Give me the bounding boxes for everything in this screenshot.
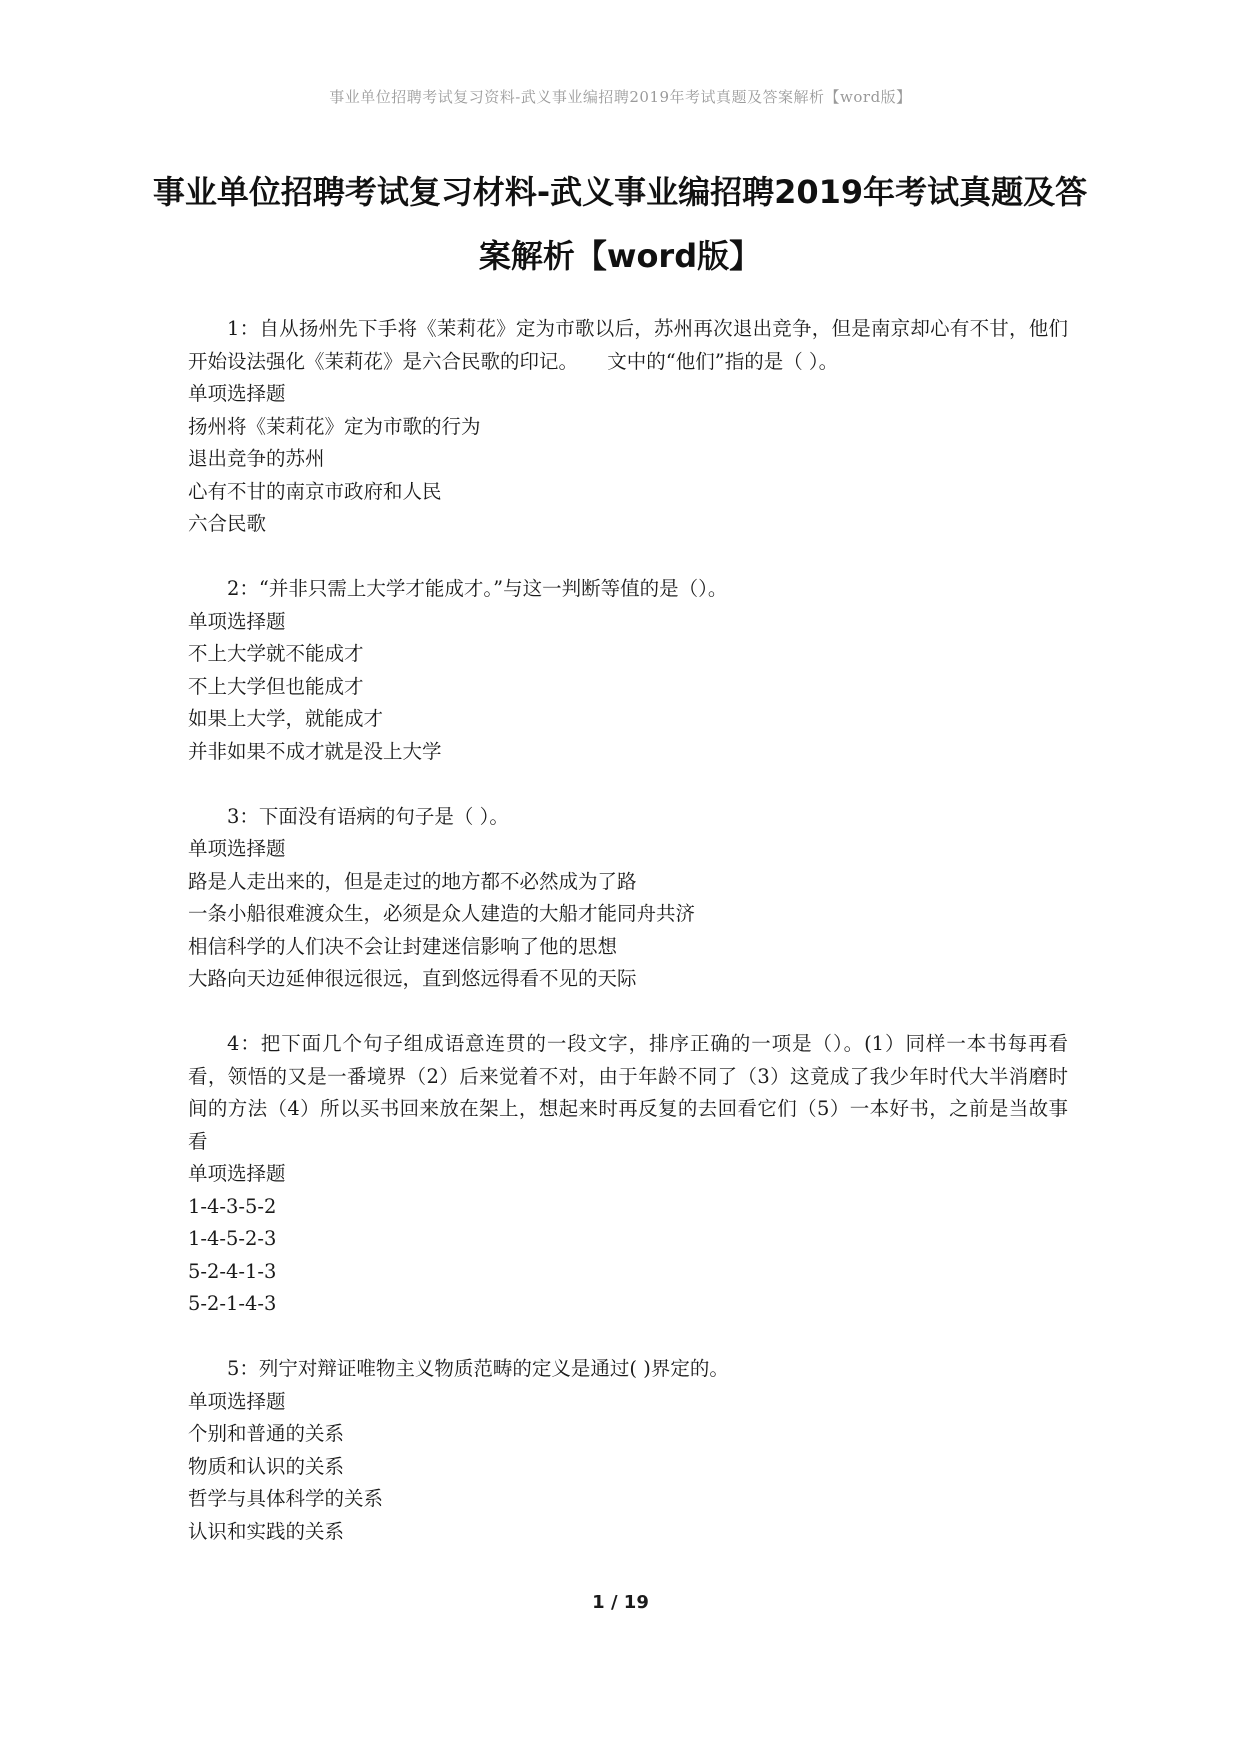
option-b: 1-4-5-2-3 xyxy=(188,1227,277,1250)
option-d: 大路向天边延伸很远很远，直到悠远得看不见的天际 xyxy=(188,967,637,990)
question-3 xyxy=(188,801,1068,996)
option-c: 哲学与具体科学的关系 xyxy=(188,1487,384,1510)
option-b: 一条小船很难渡众生，必须是众人建造的大船才能同舟共济 xyxy=(188,902,696,925)
question-type: 单项选择题 xyxy=(188,609,286,633)
option-b: 物质和认识的关系 xyxy=(188,1454,345,1478)
question-stem: 5：列宁对辩证唯物主义物质范畴的定义是通过( )界定的。 xyxy=(227,1357,729,1380)
question-type: 单项选择题 xyxy=(188,1389,286,1413)
option-b: 不上大学但也能成才 xyxy=(188,674,364,698)
question-type: 单项选择题 xyxy=(188,382,286,405)
option-c: 5-2-4-1-3 xyxy=(188,1259,277,1283)
option-b: 退出竞争的苏州 xyxy=(188,447,325,470)
question-stem: 3：下面没有语病的句子是（ ）。 xyxy=(227,804,509,828)
page-number: 1 / 19 xyxy=(592,1592,649,1613)
question-stem: 1：自从扬州先下手将《茉莉花》定为市歌以后，苏州再次退出竞争，但是南京却心有不甘，他们开始设法强化《茉莉花》是六合民歌的印记。 文中的“他们”指的是（ ）。 xyxy=(188,317,1068,373)
option-a: 扬州将《茉莉花》定为市歌的行为 xyxy=(188,414,481,438)
question-2 xyxy=(188,573,1068,768)
option-a: 1-4-3-5-2 xyxy=(188,1194,277,1218)
option-d: 六合民歌 xyxy=(188,512,267,535)
question-1 xyxy=(188,313,1068,541)
question-type: 单项选择题 xyxy=(188,1162,286,1185)
option-c: 心有不甘的南京市政府和人民 xyxy=(188,479,442,503)
option-d: 认识和实践的关系 xyxy=(188,1519,345,1543)
option-d: 5-2-1-4-3 xyxy=(188,1292,277,1315)
option-a: 个别和普通的关系 xyxy=(188,1422,345,1445)
option-c: 相信科学的人们决不会让封建迷信影响了他的思想 xyxy=(188,934,618,958)
question-stem: 4：把下面几个句子组成语意连贯的一段文字，排序正确的一项是（）。(1）同样一本书每再看看，领悟的又是一番境界（2）后来觉着不对，由于年龄不同了（3）这竟成了我少年时代大半消磨时间的方法（4）所以买书回来放在架上，想起来时再反复的去回看它们（5）一本好书，之前是当故事看 xyxy=(188,1032,1068,1153)
option-a: 不上大学就不能成才 xyxy=(188,642,364,665)
question-stem: 2：“并非只需上大学才能成才。”与这一判断等值的是（）。 xyxy=(227,577,728,600)
question-4 xyxy=(188,1028,1068,1321)
document-title: 事业单位招聘考试复习材料-武义事业编招聘2019年考试真题及答案解析【word版】 xyxy=(152,173,1088,275)
running-header: 事业单位招聘考试复习资料-武义事业编招聘2019年考试真题及答案解析【word版】 xyxy=(329,88,912,106)
option-d: 并非如果不成才就是没上大学 xyxy=(188,739,442,763)
document-body xyxy=(188,313,1068,1581)
question-5 xyxy=(188,1353,1068,1548)
option-c: 如果上大学，就能成才 xyxy=(188,707,384,730)
question-type: 单项选择题 xyxy=(188,837,286,860)
option-a: 路是人走出来的，但是走过的地方都不必然成为了路 xyxy=(188,869,637,893)
